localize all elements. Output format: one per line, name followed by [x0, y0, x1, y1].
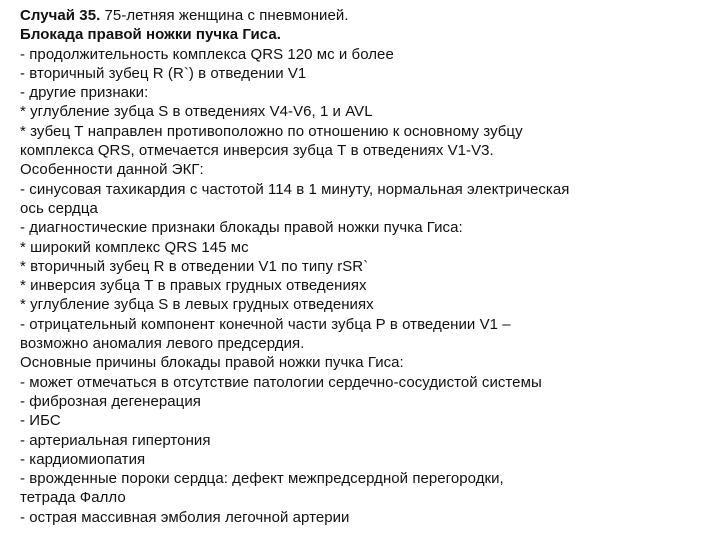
- section-heading-ecg-features: Особенности данной ЭКГ:: [20, 161, 204, 179]
- text-line: - вторичный зубец R (R`) в отведении V1: [20, 64, 307, 82]
- text-line: - синусовая тахикардия с частотой 114 в 1 минуту, нормальная электрическая: [20, 180, 570, 198]
- section-title-rbbb: Блокада правой ножки пучка Гиса.: [20, 26, 281, 44]
- text-line: - диагностические признаки блокады правой ножки пучка Гиса:: [20, 219, 463, 237]
- case-label: Случай 35.: [20, 7, 101, 24]
- text-line: тетрада Фалло: [20, 489, 126, 507]
- section-heading-causes: Основные причины блокады правой ножки пучка Гиса:: [20, 354, 404, 372]
- text-line: - артериальная гипертония: [20, 431, 211, 449]
- text-line: - ИБС: [20, 412, 61, 430]
- text-line: - продолжительность комплекса QRS 120 мс и более: [20, 45, 394, 63]
- text-line: - другие признаки:: [20, 84, 149, 102]
- text-line: * вторичный зубец R в отведении V1 по типу rSR`: [20, 257, 369, 275]
- text-line: - врожденные пороки сердца: дефект межпредсердной перегородки,: [20, 470, 504, 488]
- text-line: * зубец Т направлен противоположно по отношению к основному зубцу: [20, 122, 523, 140]
- text-line: - фиброзная дегенерация: [20, 392, 201, 410]
- text-line: * широкий комплекс QRS 145 мс: [20, 238, 249, 256]
- text-line: - отрицательный компонент конечной части зубца Р в отведении V1 –: [20, 315, 511, 333]
- text-line: - острая массивная эмболия легочной артерии: [20, 508, 350, 526]
- text-line: ось сердца: [20, 199, 98, 217]
- case-heading: [20, 6, 710, 25]
- text-line: * инверсия зубца Т в правых грудных отведениях: [20, 277, 367, 295]
- text-line: - может отмечаться в отсутствие патологии сердечно-сосудистой системы: [20, 373, 542, 391]
- text-line: - кардиомиопатия: [20, 450, 146, 468]
- text-line: возможно аномалия левого предсердия.: [20, 335, 305, 353]
- document-body: [20, 6, 710, 527]
- text-line: * углубление зубца S в отведениях V4-V6, 1 и AVL: [20, 103, 373, 121]
- text-line: комплекса QRS, отмечается инверсия зубца Т в отведениях V1-V3.: [20, 142, 494, 160]
- case-description: 75-летняя женщина с пневмонией.: [100, 7, 349, 24]
- text-line: * углубление зубца S в левых грудных отведениях: [20, 296, 374, 314]
